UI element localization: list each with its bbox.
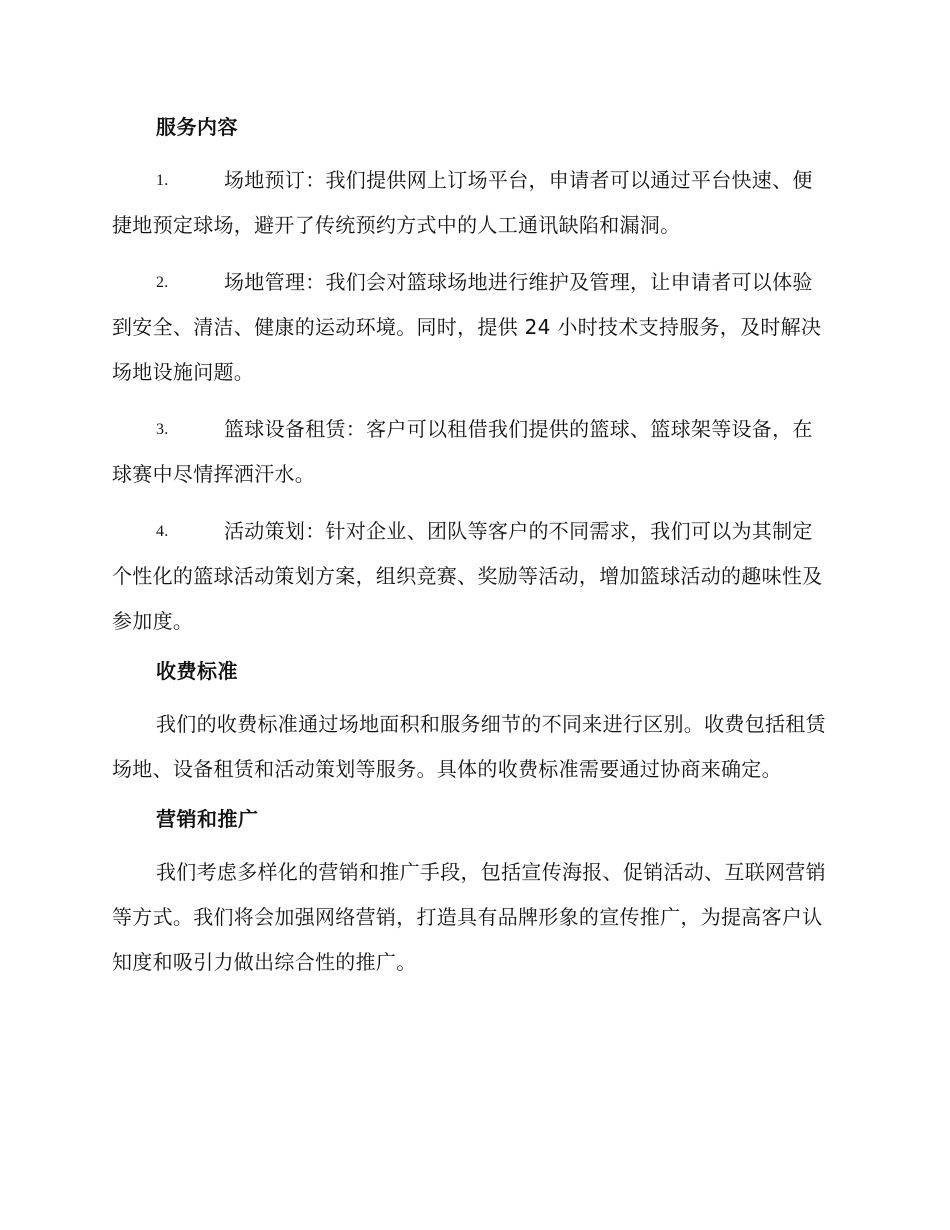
list-number: 4.	[156, 523, 169, 540]
section-heading-pricing: 收费标准	[156, 659, 238, 683]
section-heading-marketing: 营销和推广	[156, 807, 259, 831]
list-item-venue-management	[112, 260, 832, 395]
list-item-text: 篮球设备租赁：客户可以租借我们提供的篮球、篮球架等设备，在球赛中尽情挥洒汗水。	[112, 417, 813, 486]
list-item-text: 场地管理：我们会对篮球场地进行维护及管理，让申请者可以体验到安全、清洁、健康的运动环境。同时，提供 24 小时技术支持服务，及时解决场地设施问题。	[112, 270, 822, 384]
paragraph-marketing: 我们考虑多样化的营销和推广手段，包括宣传海报、促销活动、互联网营销等方式。我们将会加强网络营销，打造具有品牌形象的宣传推广，为提高客户认知度和吸引力做出综合性的推广。	[112, 860, 826, 974]
list-item-equipment-rental	[112, 407, 832, 497]
list-number: 2.	[156, 274, 169, 291]
list-item-event-planning	[112, 509, 832, 644]
section-heading-services: 服务内容	[156, 115, 238, 139]
list-item-text: 场地预订：我们提供网上订场平台，申请者可以通过平台快速、便捷地预定球场，避开了传统预约方式中的人工通讯缺陷和漏洞。	[112, 168, 813, 237]
list-number: 3.	[156, 421, 169, 438]
list-item-text: 活动策划：针对企业、团队等客户的不同需求，我们可以为其制定个性化的篮球活动策划方案，组织竞赛、奖励等活动，增加篮球活动的趣味性及参加度。	[112, 519, 823, 633]
paragraph-pricing: 我们的收费标准通过场地面积和服务细节的不同来进行区别。收费包括租赁场地、设备租赁和活动策划等服务。具体的收费标准需要通过协商来确定。	[112, 712, 826, 781]
list-number: 1.	[156, 172, 169, 189]
list-item-venue-booking	[112, 158, 832, 248]
